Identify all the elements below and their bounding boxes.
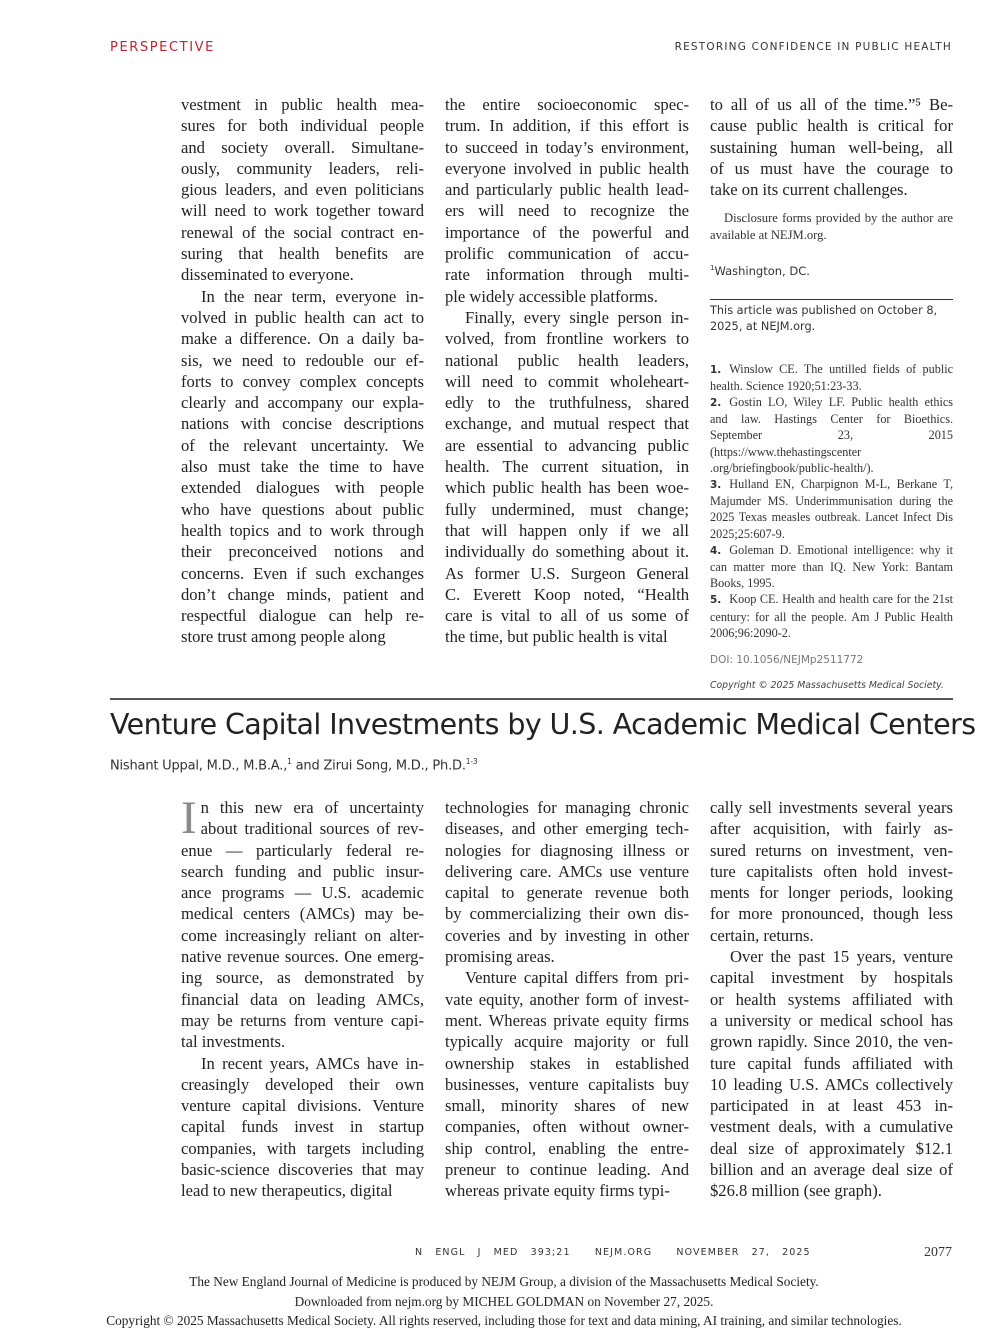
paragraph: Finally, every single person in- volved, from frontline workers to national public health leaders, will need to commit wholeheart- edly to the truthfulness, shared exchange, and mutual respect that are essential to advancing public health. The current situation, in which public health has been woe- fully undermined, must change; that will happen only if we all individually do something about it. As former U.S. Surgeon General C. Everett Koop noted, “Health care is vital to all of us some of the time, but public health is vital [445, 307, 689, 647]
article-column-2 [445, 797, 689, 1202]
section-label: PERSPECTIVE [110, 40, 215, 55]
reference-item: 5. Koop CE. Health and health care for the 21st century: for all the people. Am J Public Health 2006;96:2090-2. [710, 592, 953, 640]
reference-item: 2. Gostin LO, Wiley LF. Public health ethics and law. Hastings Center for Bioethics. September 23, 2015 (https://www.thehastingscenter .org/briefingbook/public-health/). [710, 395, 953, 475]
page-number: 2077 [924, 1245, 952, 1260]
article-title: Venture Capital Investments by U.S. Academic Medical Centers [110, 708, 976, 741]
download-info: Downloaded from nejm.org by MICHEL GOLDMAN on November 27, 2025. [294, 1293, 714, 1309]
prev-article-column-1 [181, 94, 424, 648]
paragraph: cally sell investments several years after acquisition, with fairly as- sured returns on investment, ven- ture capitalists often hold invest- ments for longer periods, looking for more pronounced, though less certain, returns. [710, 798, 953, 945]
reference-item: 1. Winslow CE. The untilled fields of public health. Science 1920;51:23-33. [710, 361, 953, 393]
running-head [110, 40, 952, 58]
paragraph: Venture capital differs from pri- vate equity, another form of invest- ment. Whereas private equity firms typically acquire majority or full ownership stakes in established businesses, venture capitalists buy small, minority shares of new companies, often without owner- ship control, enabling the entre- preneur to continue leading. And whereas private equity firms typi- [445, 968, 689, 1201]
paragraph: technologies for managing chronic diseases, and other emerging tech- nologies for diagnosing illness or delivering care. AMCs use venture capital to generate revenue both by commercializing their own dis- coveries and by investing in other promising areas. [445, 798, 689, 967]
published-note: This article was published on October 8, 2025, at NEJM.org. [710, 303, 938, 333]
rights-note: Copyright © 2025 Massachusetts Medical Society. All rights reserved, including those for text and data mining, AI training, and similar technologies. [106, 1313, 902, 1328]
author-2: Zirui Song, M.D., Ph.D. [323, 758, 466, 774]
reference-item: 3. Hulland EN, Charpignon M-L, Berkane T, Majumder MS. Underimmunisation during the 2025 Texas measles outbreak. Lancet Infect Dis 2025;25:607-9. [710, 477, 953, 541]
running-title: RESTORING CONFIDENCE IN PUBLIC HEALTH [674, 41, 952, 53]
reference-list [710, 361, 953, 641]
paragraph: I n this new era of uncertainty about traditional sources of rev- [181, 792, 424, 844]
paragraph: vestment in public health mea- sures for both individual people and society overall. Simultane- ously, community leaders, reli- gious leaders, and even politicians will need to work together toward renewal of the social contract en- suring that health benefits are disseminated to everyone. [181, 95, 424, 285]
paragraph: the entire socioeconomic spec- trum. In addition, if this effort is to succeed in today’s environment, everyone involved in public health and particularly public health lead- ers will need to recognize the importance of the powerful and prolific communication of accu- rate information through multi- ple widely accessible platforms. [445, 95, 689, 306]
divider [710, 299, 953, 300]
download-notice [0, 1272, 1008, 1331]
page-footer [110, 1245, 952, 1263]
article-column-1 [181, 792, 424, 1202]
drop-cap: I [181, 792, 197, 844]
reference-item: 4. Goleman D. Emotional intelligence: why it can matter more than IQ. New York: Bantam Books, 1995. [710, 542, 953, 591]
doi-link[interactable]: DOI: 10.1056/NEJMp2511772 [710, 654, 864, 667]
paragraph: enue — particularly federal re- search funding and public insur- ance programs — U.S. academic medical centers (AMCs) may be- come increasingly reliant on alter- native revenue sources. One emerg- ing source, as demonstrated by financial data on leading AMCs, may be returns from venture capi- tal investments. [181, 840, 424, 1052]
article-divider [110, 698, 953, 700]
paragraph: In the near term, everyone in- volved in public health can act to make a difference. On a daily ba- sis, we need to redouble our ef- forts to convey complex concepts clearly and accompany our expla- nations with concise descriptions of the relevant uncertainty. We also must take the time to have extended dialogues with people who have questions about public health topics and to work through their preconceived notions and concerns. Even if such exchanges don’t change minds, patient and respectful dialogue can help re- store trust among people along [181, 286, 424, 647]
journal-citation: N ENGL J MED 393;21 NEJM.ORG NOVEMBER 27, 2025 [415, 1247, 811, 1258]
affiliation: $^1$Washington, DC. [710, 264, 810, 279]
paragraph: Over the past 15 years, venture capital investment by hospitals or health systems affiliated with a university or medical school has grown rapidly. Since 2010, the ven- ture capital funds affiliated with 10 leading U.S. AMCs collectively participated in at least 453 in- vestment deals, with a cumulative deal size of approximately $12.1 billion and an average deal size of $26.8 million (see graph). [710, 947, 953, 1201]
disclosure-note: Disclosure forms provided by the author are available at NEJM.org. [710, 211, 953, 243]
paragraph: In recent years, AMCs have in- creasingly developed their own venture capital divisions. Venture capital funds invest in startup companies, with targets including basic-science discoveries that may lead to new therapeutics, digital [181, 1053, 424, 1201]
publisher-note: The New England Journal of Medicine is produced by NEJM Group, a division of the Massachusetts Medical Society. [189, 1274, 819, 1289]
prev-article-column-3 [710, 94, 953, 697]
paragraph: to all of us all of the time.”⁵ Be- cause public health is critical for sustaining human well-being, all of us must have the courage to take on its current challenges. [710, 95, 953, 200]
copyright-note: Copyright © 2025 Massachusetts Medical Society. [710, 680, 944, 692]
author-line: Nishant Uppal, M.D., M.B.A.,$^1$ and Zirui Song, M.D., Ph.D.$^{1-3}$ [110, 757, 478, 774]
prev-article-column-2 [445, 94, 689, 648]
author-1: Nishant Uppal, M.D., M.B.A., [110, 758, 288, 774]
article-column-3 [710, 797, 953, 1202]
